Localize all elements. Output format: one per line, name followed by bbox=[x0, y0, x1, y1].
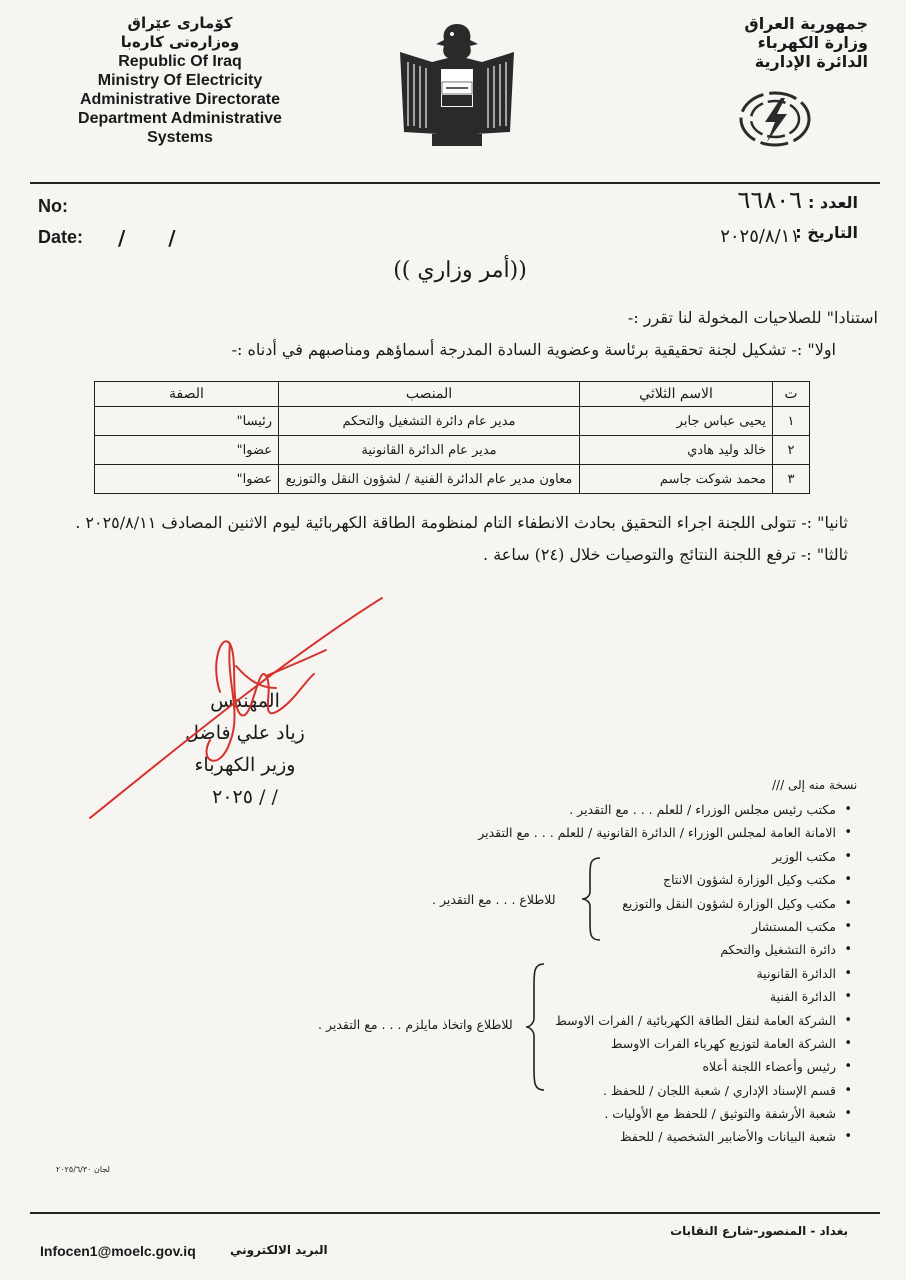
list-item: • دائرة التشغيل والتحكم bbox=[432, 938, 852, 961]
footer-email-label: البريد الالكتروني bbox=[230, 1243, 328, 1257]
cell-position: مدير عام الدائرة القانونية bbox=[279, 436, 580, 465]
list-item: • الشركة العامة لنقل الطاقة الكهربائية / الفرات الاوسط bbox=[432, 1009, 852, 1032]
brace-note-2: للاطلاع واتخاذ مايلزم . . . مع التقدير . bbox=[318, 1017, 513, 1032]
english-line-systems: Systems bbox=[147, 129, 213, 146]
signature-title: المهندس bbox=[210, 690, 280, 712]
list-item: • الدائرة الفنية bbox=[432, 985, 852, 1008]
english-header bbox=[50, 14, 310, 147]
cell-role: رئيسا" bbox=[95, 407, 279, 436]
cell-name: محمد شوكت جاسم bbox=[580, 465, 773, 494]
third-paragraph: ثالثا" :- ترفع اللجنة النتائج والتوصيات خلال (٢٤) ساعة . bbox=[483, 545, 848, 564]
cell-role: عضوا" bbox=[95, 436, 279, 465]
list-item: • قسم الإسناد الإداري / شعبة اللجان / للحفظ . bbox=[432, 1079, 852, 1102]
english-line-directorate: Administrative Directorate bbox=[79, 91, 281, 108]
cell-index: ١ bbox=[773, 407, 810, 436]
cell-index: ٢ bbox=[773, 436, 810, 465]
list-item: • الدائرة القانونية bbox=[432, 962, 852, 985]
english-line-department: Department Administrative bbox=[78, 110, 282, 127]
ministry-lightning-logo-icon bbox=[735, 88, 815, 150]
iraq-emblem-icon bbox=[392, 22, 522, 152]
header-index: ت bbox=[773, 382, 810, 407]
list-item: • مكتب وكيل الوزارة لشؤون النقل والتوزيع bbox=[432, 892, 852, 915]
table-row bbox=[95, 436, 810, 465]
arabic-header bbox=[668, 14, 868, 71]
cell-role: عضوا" bbox=[95, 465, 279, 494]
list-item: • الشركة العامة لتوزيع كهرباء الفرات الاوسط bbox=[432, 1032, 852, 1055]
header-position: المنصب bbox=[279, 382, 580, 407]
number-label: No: bbox=[38, 196, 68, 216]
cell-position: مدير عام دائرة التشغيل والتحكم bbox=[279, 407, 580, 436]
footer-address: بغداد - المنصور-شارع النقابات bbox=[670, 1224, 848, 1238]
tarikh-label: التاريخ : bbox=[795, 223, 858, 242]
adad-label: العدد : bbox=[808, 193, 858, 212]
brace-group-2-icon bbox=[524, 962, 548, 1092]
signature-position: وزير الكهرباء bbox=[194, 754, 296, 776]
arabic-line-republic: جمهورية العراق bbox=[744, 14, 868, 33]
table-row bbox=[95, 407, 810, 436]
committee-file-note: لجان ٢٠٢٥/٦/٣٠ bbox=[56, 1165, 110, 1174]
list-item: • رئيس وأعضاء اللجنة أعلاه bbox=[432, 1055, 852, 1078]
arabic-line-ministry: وزارة الكهرباء bbox=[757, 33, 868, 52]
english-line-ministry: Ministry Of Electricity bbox=[97, 72, 263, 89]
list-item: • مكتب المستشار bbox=[432, 915, 852, 938]
list-item: • شعبة الأرشفة والتوثيق / للحفظ مع الأوليات . bbox=[432, 1102, 852, 1125]
tarikh-value: ٢٠٢٥/٨/١١ bbox=[720, 226, 800, 247]
date-blank: / / bbox=[118, 226, 194, 250]
english-line-republic: Republic Of Iraq bbox=[118, 53, 242, 70]
second-paragraph: ثانيا" :- تتولى اللجنة اجراء التحقيق بحادث الانطفاء التام لمنظومة الطاقة الكهربائية ليوم الاثنين المصادف ٢٠٢٥/٨/١١ . bbox=[75, 513, 848, 532]
header-name: الاسم الثلاثي bbox=[580, 382, 773, 407]
first-paragraph: اولا" :- تشكيل لجنة تحقيقية برئاسة وعضوية السادة المدرجة أسماؤهم ومناصبهم في أدناه :- bbox=[231, 340, 836, 359]
list-item: • مكتب وكيل الوزارة لشؤون الانتاج bbox=[432, 868, 852, 891]
signature-date: / / ٢٠٢٥ bbox=[212, 786, 278, 808]
list-item: • مكتب رئيس مجلس الوزراء / للعلم . . . مع التقدير . bbox=[432, 798, 852, 821]
header-divider bbox=[30, 182, 880, 184]
footer-email[interactable]: Infocen1@moelc.gov.iq bbox=[40, 1243, 196, 1259]
brace-group-1-icon bbox=[580, 856, 604, 942]
brace-note-1: للاطلاع . . . مع التقدير . bbox=[432, 892, 556, 907]
list-item: • شعبة البيانات والأضابير الشخصية / للحفظ bbox=[432, 1125, 852, 1148]
cell-name: يحيى عباس جابر bbox=[580, 407, 773, 436]
date-label: Date: bbox=[38, 227, 84, 247]
adad-value: ٦٦٨٠٦ bbox=[737, 186, 802, 214]
list-item: • الامانة العامة لمجلس الوزراء / الدائرة القانونية / للعلم . . . مع التقدير bbox=[432, 821, 852, 844]
kurdish-line-1: کۆماری عێراق bbox=[127, 14, 233, 32]
cell-index: ٣ bbox=[773, 465, 810, 494]
cc-list bbox=[432, 798, 852, 1149]
arabic-line-directorate: الدائرة الإدارية bbox=[754, 52, 868, 71]
cell-name: خالد وليد هادي bbox=[580, 436, 773, 465]
signature-name: زياد علي فاضل bbox=[185, 722, 305, 744]
list-item: • مكتب الوزير bbox=[432, 845, 852, 868]
header-role: الصفة bbox=[95, 382, 279, 407]
cell-position: معاون مدير عام الدائرة الفنية / لشؤون النقل والتوزيع bbox=[279, 465, 580, 494]
cc-title: نسخة منه إلى /// bbox=[772, 778, 858, 792]
table-header-row bbox=[95, 382, 810, 407]
footer-divider bbox=[30, 1212, 880, 1214]
intro-paragraph: استنادا" للصلاحيات المخولة لنا تقرر :- bbox=[627, 308, 878, 327]
kurdish-line-2: وەزارەتی کارەبا bbox=[120, 33, 240, 51]
table-row bbox=[95, 465, 810, 494]
committee-table bbox=[94, 381, 810, 494]
red-signature-icon bbox=[80, 592, 390, 828]
document-title: ((أمر وزاري )) bbox=[393, 258, 527, 283]
